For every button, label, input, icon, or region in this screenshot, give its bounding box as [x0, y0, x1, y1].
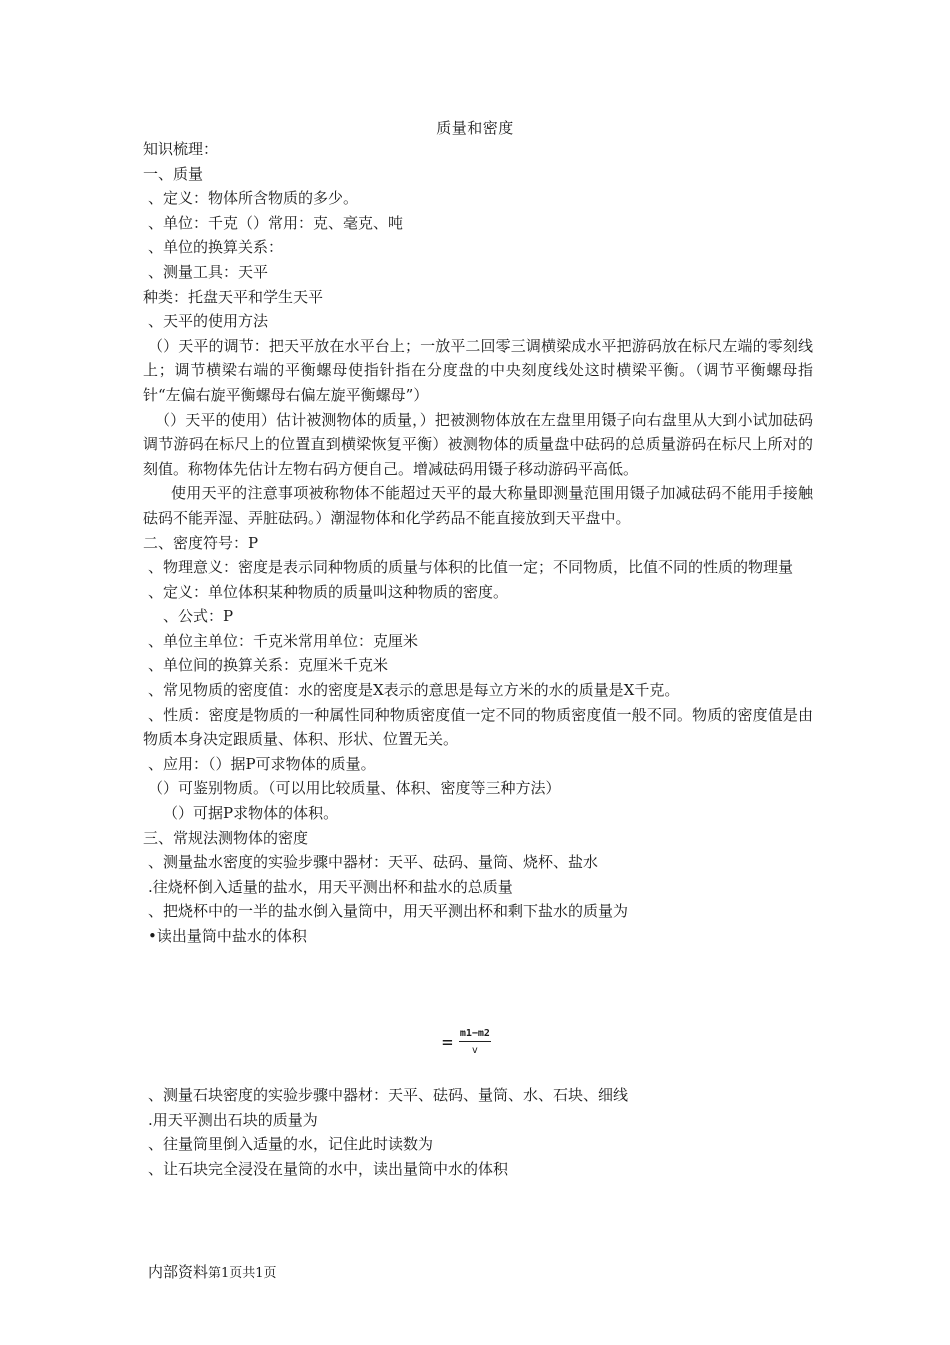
- formula-numerator: m1−m2: [459, 1028, 491, 1042]
- formula-denominator: v: [471, 1045, 478, 1056]
- text-line: （）可鉴别物质。（可以用比较质量、体积、密度等三种方法）: [148, 779, 561, 798]
- text-line: 种类：托盘天平和学生天平: [143, 287, 324, 306]
- body-text-continued: [143, 1083, 813, 1181]
- footer-label: 内部资料: [148, 1263, 209, 1281]
- body-text: [143, 137, 813, 949]
- page-number: 第1页共1页: [208, 1266, 277, 1281]
- density-formula: [442, 1028, 491, 1056]
- text-line: 、测量盐水密度的实验步骤中器材：天平、砝码、量筒、烧杯、盐水: [148, 853, 599, 872]
- text-line: 、让石块完全浸没在量筒的水中，读出量筒中水的体积: [148, 1159, 509, 1178]
- text-line: 一、质量: [143, 164, 204, 183]
- text-line: 、单位主单位：千克米常用单位：克厘米: [148, 631, 419, 650]
- text-line: .用天平测出石块的质量为: [148, 1110, 318, 1129]
- formula-fraction: [459, 1028, 491, 1056]
- text-line: 知识梳理：: [143, 140, 219, 158]
- text-line: 、单位的换算关系：: [148, 238, 284, 257]
- text-line: （）可据P求物体的体积。: [163, 804, 339, 823]
- text-line: 、公式：P: [163, 607, 234, 626]
- section-heading: 三、常规法测物体的密度: [143, 828, 309, 847]
- text-line: •读出量筒中盐水的体积: [148, 927, 307, 945]
- text-line: 、定义：单位体积某种物质的质量叫这种物质的密度。: [148, 582, 509, 601]
- text-line: 、测量工具：天平: [148, 262, 269, 281]
- section-heading: 二、密度符号：P: [143, 533, 259, 552]
- text-paragraph: （）天平的调节：把天平放在水平台上；一放平二回零三调横梁成水平把游码放在标尺左端的零刻线上；调节横梁右端的平衡螺母使指针指在分度盘的中央刻度线处这时横梁平衡。（调节平衡螺母指针“左偏右旋平衡螺母右偏左旋平衡螺母”）: [143, 336, 813, 404]
- text-line: .往烧杯倒入适量的盐水，用天平测出杯和盐水的总质量: [148, 877, 513, 896]
- text-line: 、定义：物体所含物质的多少。: [148, 189, 359, 208]
- text-line: 、把烧杯中的一半的盐水倒入量筒中，用天平测出杯和剩下盐水的质量为: [148, 902, 629, 921]
- formula-equals: =: [442, 1031, 453, 1053]
- text-line: 、测量石块密度的实验步骤中器材：天平、砝码、量筒、水、石块、细线: [148, 1086, 629, 1104]
- text-line: 、单位：千克（）常用：克、毫克、吨: [148, 213, 404, 232]
- text-line: 、应用：（）据P可求物体的质量。: [148, 754, 376, 773]
- text-line: 、往量筒里倒入适量的水，记住此时读数为: [148, 1135, 434, 1154]
- text-paragraph: 、性质：密度是物质的一种属性同种物质密度值一定不同的物质密度值一般不同。物质的密度值是由物质本身决定跟质量、体积、形状、位置无关。: [143, 705, 813, 749]
- text-line: 、常见物质的密度值：水的密度是X表示的意思是每立方米的水的质量是X千克。: [148, 681, 680, 700]
- text-paragraph: 、物理意义：密度是表示同种物质的质量与体积的比值一定；不同物质，比值不同的性质的物理量: [148, 558, 794, 577]
- text-paragraph: 使用天平的注意事项被称物体不能超过天平的最大称量即测量范围用镊子加减砝码不能用手接触砝码不能弄湿、弄脏砝码。）潮湿物体和化学药品不能直接放到天平盘中。: [143, 484, 813, 527]
- page-footer: [148, 1261, 277, 1282]
- text-line: 、单位间的换算关系：克厘米千克米: [148, 656, 389, 675]
- text-line: 、天平的使用方法: [148, 312, 269, 331]
- text-paragraph: （）天平的使用）估计被测物体的质量，）把被测物体放在左盘里用镊子向右盘里从大到小试加砝码调节游码在标尺上的位置直到横梁恢复平衡）被测物体的质量盘中砝码的总质量游码在标尺上所对的刻值。称物体先估计左物右码方便自己。增减砝码用镊子移动游码平高低。: [143, 410, 813, 478]
- page-title: 质量和密度: [436, 119, 514, 137]
